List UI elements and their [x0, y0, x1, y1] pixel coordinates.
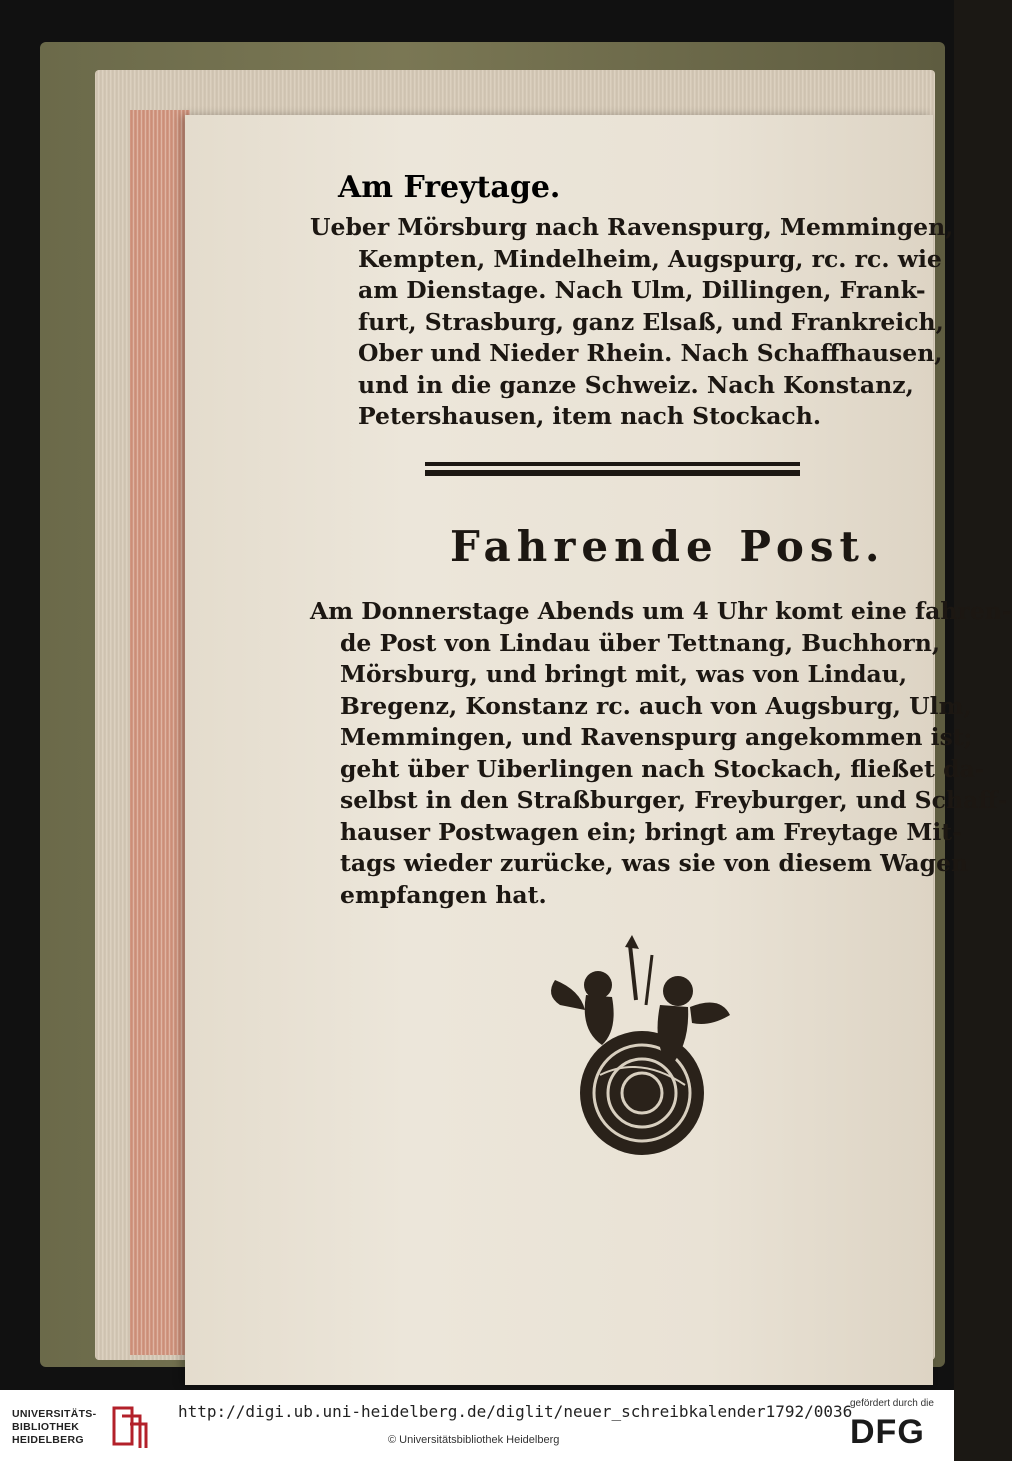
- day-heading: Am Freytage.: [338, 170, 561, 205]
- text-line: Ueber Mörsburg nach Ravenspurg, Memmingen,: [310, 213, 954, 241]
- text-line: Bregenz, Konstanz rc. auch von Augsburg, Ulm,: [340, 691, 972, 720]
- library-name-line: HEIDELBERG: [12, 1434, 84, 1446]
- copyright-notice: © Universitätsbibliothek Heidelberg: [388, 1434, 560, 1446]
- text-line: am Dienstage. Nach Ulm, Dillingen, Frank-: [358, 276, 926, 304]
- footer-bar: [0, 1390, 954, 1461]
- library-name-line: BIBLIOTHEK: [12, 1421, 80, 1433]
- section-divider: [425, 462, 800, 476]
- text-line: empfangen hat.: [340, 880, 547, 909]
- paragraph-coach-post: [310, 596, 1012, 911]
- text-line: Mörsburg, und bringt mit, was von Lindau,: [340, 660, 908, 688]
- text-line: Kempten, Mindelheim, Augspurg, rc. rc. wie: [358, 244, 942, 273]
- text-line: geht über Uiberlingen nach Stockach, fließet da-: [340, 754, 985, 783]
- text-line: tags wieder zurücke, was sie von diesem Wagen: [340, 849, 969, 877]
- library-emblem-icon: [110, 1404, 150, 1448]
- text-line: und in die ganze Schweiz. Nach Konstanz,: [358, 370, 914, 399]
- post-heading: Fahrende Post.: [450, 522, 886, 571]
- text-line: Ober und Nieder Rhein. Nach Schaffhausen,: [358, 339, 943, 367]
- text-line: furt, Strasburg, ganz Elsaß, und Frankreich,: [358, 307, 944, 336]
- text-line: Memmingen, und Ravenspurg angekommen ist;: [340, 723, 973, 751]
- text-line: Am Donnerstage Abends um 4 Uhr komt eine fahren-: [310, 597, 1012, 625]
- library-logo[interactable]: [12, 1404, 162, 1448]
- funding-label: gefördert durch die: [850, 1398, 934, 1409]
- cherubs-globe-vignette: [540, 935, 760, 1165]
- paragraph-letter-post: [310, 212, 954, 433]
- text-line: hauser Postwagen ein; bringt am Freytage Mit-: [340, 817, 962, 846]
- text-line: Petershausen, item nach Stockach.: [358, 402, 822, 430]
- library-name-line: UNIVERSITÄTS-: [12, 1408, 97, 1420]
- permalink-url[interactable]: http://digi.ub.uni-heidelberg.de/diglit/neuer_schreibkalender1792/0036: [178, 1402, 853, 1421]
- red-page-edges: [130, 110, 190, 1355]
- text-line: de Post von Lindau über Tettnang, Buchhorn,: [340, 628, 941, 657]
- text-line: selbst in den Straßburger, Freyburger, und Schaff-: [340, 786, 1008, 814]
- dfg-logo[interactable]: DFG: [850, 1413, 925, 1451]
